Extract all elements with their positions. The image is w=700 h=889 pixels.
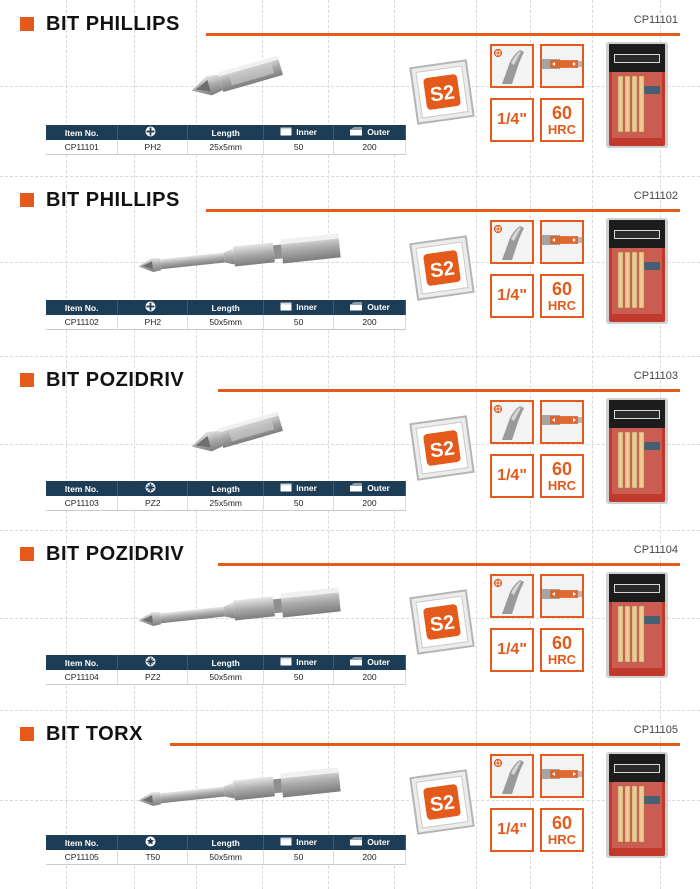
- cell-length: 25x5mm: [188, 496, 264, 510]
- product-code: CP11103: [633, 370, 678, 382]
- pozidriv-icon: [145, 482, 156, 495]
- carton-icon: [349, 657, 363, 668]
- bit-image: [186, 406, 286, 467]
- product-code: CP11101: [633, 14, 678, 26]
- header-outer: Outer: [334, 125, 406, 140]
- bit-image: [134, 764, 344, 821]
- title-underline: [206, 33, 680, 36]
- s2-text: S2: [428, 257, 456, 283]
- header-outer: Outer: [334, 835, 406, 850]
- section-title: BIT PHILLIPS: [46, 188, 180, 211]
- header-outer: Outer: [334, 300, 406, 315]
- box-icon: [280, 657, 292, 668]
- table-row: [46, 670, 406, 684]
- section-title-row: [20, 542, 184, 566]
- s2-steel-badge: [408, 414, 476, 482]
- cell-tip: T50: [118, 850, 188, 864]
- hardness-badge: [540, 98, 584, 142]
- hardness-unit: HRC: [547, 832, 577, 847]
- hardness-badge: [540, 274, 584, 318]
- hardness-unit: HRC: [547, 298, 577, 313]
- hardness-value: 60: [551, 813, 573, 833]
- header-inner: Inner: [264, 835, 334, 850]
- title-marker: [20, 727, 34, 741]
- header-outer: Outer: [334, 481, 406, 496]
- cell-item-no: CP11103: [46, 496, 118, 510]
- cell-length: 25x5mm: [188, 140, 264, 154]
- hardness-value: 60: [551, 279, 573, 299]
- phillips-icon: [145, 301, 156, 314]
- header-item-no: Item No.: [46, 300, 118, 315]
- product-section: [0, 710, 700, 888]
- hardness-value: 60: [551, 633, 573, 653]
- cell-item-no: CP11105: [46, 850, 118, 864]
- hardness-badge: [540, 454, 584, 498]
- cell-tip: PZ2: [118, 670, 188, 684]
- spec-table-header: [46, 481, 406, 496]
- header-item-no: Item No.: [46, 655, 118, 670]
- carton-icon: [349, 302, 363, 313]
- header-length: Length: [188, 655, 264, 670]
- length-closeup: [540, 44, 584, 88]
- carton-icon: [349, 837, 363, 848]
- spec-table: [46, 481, 406, 511]
- section-title-row: [20, 368, 184, 392]
- torx-icon: [145, 836, 156, 849]
- s2-steel-badge: [408, 58, 476, 126]
- title-underline: [206, 209, 680, 212]
- product-code: CP11105: [633, 724, 678, 736]
- cell-inner: 50: [264, 850, 334, 864]
- spec-table: [46, 655, 406, 685]
- s2-text: S2: [428, 437, 456, 463]
- hardness-badge: [540, 628, 584, 672]
- table-row: [46, 496, 406, 510]
- header-outer: Outer: [334, 655, 406, 670]
- title-marker: [20, 17, 34, 31]
- shank-size-badge: [490, 98, 534, 142]
- s2-text: S2: [428, 81, 456, 107]
- box-icon: [280, 837, 292, 848]
- shank-size: 1/4": [497, 821, 527, 838]
- product-section: [0, 356, 700, 534]
- blister-pack-image: [606, 42, 668, 148]
- header-length: Length: [188, 300, 264, 315]
- box-icon: [280, 302, 292, 313]
- phillips-icon: [145, 126, 156, 139]
- spec-table-header: [46, 655, 406, 670]
- cell-inner: 50: [264, 140, 334, 154]
- tip-closeup: [490, 44, 534, 88]
- blister-pack-image: [606, 572, 668, 678]
- box-icon: [280, 127, 292, 138]
- spec-table: [46, 835, 406, 865]
- cell-tip: PH2: [118, 315, 188, 329]
- hardness-unit: HRC: [547, 652, 577, 667]
- spec-table-header: [46, 300, 406, 315]
- spec-table: [46, 300, 406, 330]
- cell-item-no: CP11104: [46, 670, 118, 684]
- s2-text: S2: [428, 611, 456, 637]
- carton-icon: [349, 483, 363, 494]
- section-title-row: [20, 722, 143, 746]
- header-item-no: Item No.: [46, 125, 118, 140]
- table-row: [46, 850, 406, 864]
- header-tip: [118, 125, 188, 140]
- title-marker: [20, 193, 34, 207]
- bit-image: [134, 584, 344, 641]
- length-closeup: [540, 574, 584, 618]
- cell-inner: 50: [264, 670, 334, 684]
- length-closeup: [540, 754, 584, 798]
- header-item-no: Item No.: [46, 481, 118, 496]
- cell-length: 50x5mm: [188, 315, 264, 329]
- bit-image: [186, 50, 286, 111]
- hardness-unit: HRC: [547, 122, 577, 137]
- cell-length: 50x5mm: [188, 670, 264, 684]
- cell-inner: 50: [264, 496, 334, 510]
- table-row: [46, 140, 406, 154]
- header-inner: Inner: [264, 300, 334, 315]
- s2-steel-badge: [408, 768, 476, 836]
- header-tip: [118, 300, 188, 315]
- cell-tip: PZ2: [118, 496, 188, 510]
- bit-image: [134, 230, 344, 287]
- shank-size: 1/4": [497, 287, 527, 304]
- product-section: [0, 530, 700, 708]
- carton-icon: [349, 127, 363, 138]
- spec-table: [46, 125, 406, 155]
- cell-outer: 200: [334, 140, 406, 154]
- cell-outer: 200: [334, 315, 406, 329]
- cell-item-no: CP11101: [46, 140, 118, 154]
- header-length: Length: [188, 835, 264, 850]
- title-marker: [20, 547, 34, 561]
- header-tip: [118, 481, 188, 496]
- section-title: BIT TORX: [46, 722, 143, 745]
- header-tip: [118, 655, 188, 670]
- tip-closeup: [490, 400, 534, 444]
- section-title: BIT POZIDRIV: [46, 368, 185, 391]
- header-item-no: Item No.: [46, 835, 118, 850]
- section-title-row: [20, 188, 180, 212]
- tip-closeup: [490, 220, 534, 264]
- title-underline: [218, 389, 680, 392]
- pozidriv-icon: [145, 656, 156, 669]
- product-section: [0, 176, 700, 354]
- tip-closeup: [490, 754, 534, 798]
- cell-length: 50x5mm: [188, 850, 264, 864]
- header-tip: [118, 835, 188, 850]
- product-code: CP11104: [633, 544, 678, 556]
- blister-pack-image: [606, 398, 668, 504]
- cell-tip: PH2: [118, 140, 188, 154]
- hardness-value: 60: [551, 459, 573, 479]
- length-closeup: [540, 220, 584, 264]
- spec-table-header: [46, 125, 406, 140]
- section-title: BIT PHILLIPS: [46, 12, 180, 35]
- box-icon: [280, 483, 292, 494]
- blister-pack-image: [606, 752, 668, 858]
- header-length: Length: [188, 125, 264, 140]
- hardness-unit: HRC: [547, 478, 577, 493]
- product-code: CP11102: [633, 190, 678, 202]
- hardness-badge: [540, 808, 584, 852]
- s2-steel-badge: [408, 588, 476, 656]
- header-length: Length: [188, 481, 264, 496]
- shank-size-badge: [490, 274, 534, 318]
- product-section: [0, 0, 700, 178]
- blister-pack-image: [606, 218, 668, 324]
- header-inner: Inner: [264, 481, 334, 496]
- shank-size-badge: [490, 628, 534, 672]
- header-inner: Inner: [264, 655, 334, 670]
- s2-steel-badge: [408, 234, 476, 302]
- table-row: [46, 315, 406, 329]
- cell-outer: 200: [334, 850, 406, 864]
- tip-closeup: [490, 574, 534, 618]
- shank-size: 1/4": [497, 111, 527, 128]
- shank-size: 1/4": [497, 641, 527, 658]
- shank-size-badge: [490, 808, 534, 852]
- s2-text: S2: [428, 791, 456, 817]
- length-closeup: [540, 400, 584, 444]
- section-title: BIT POZIDRIV: [46, 542, 185, 565]
- spec-table-header: [46, 835, 406, 850]
- cell-inner: 50: [264, 315, 334, 329]
- header-inner: Inner: [264, 125, 334, 140]
- cell-outer: 200: [334, 496, 406, 510]
- title-marker: [20, 373, 34, 387]
- section-title-row: [20, 12, 180, 36]
- shank-size-badge: [490, 454, 534, 498]
- cell-outer: 200: [334, 670, 406, 684]
- title-underline: [218, 563, 680, 566]
- hardness-value: 60: [551, 103, 573, 123]
- shank-size: 1/4": [497, 467, 527, 484]
- cell-item-no: CP11102: [46, 315, 118, 329]
- title-underline: [170, 743, 680, 746]
